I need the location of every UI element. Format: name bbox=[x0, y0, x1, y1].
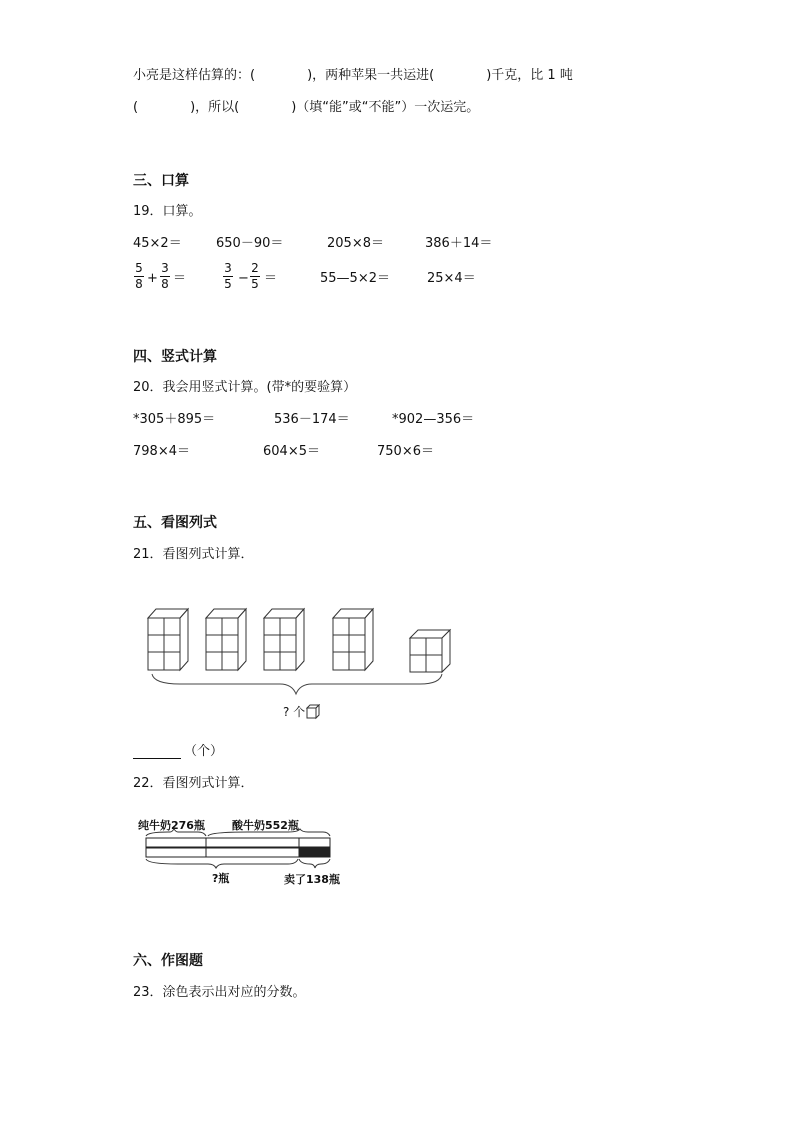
cube-stack-2 bbox=[206, 609, 246, 670]
cube-stack-5 bbox=[410, 630, 450, 672]
q20-item-3: *902—356＝ bbox=[392, 412, 475, 427]
fraction-5-8 bbox=[134, 262, 144, 291]
cube-stack-1 bbox=[148, 609, 188, 670]
denominator: 5 bbox=[224, 277, 232, 291]
q21-answer-blank[interactable] bbox=[133, 758, 181, 759]
q20-item-5: 604×5＝ bbox=[263, 444, 320, 459]
q20-item-2: 536－174＝ bbox=[274, 412, 350, 427]
q19-item-3: 205×8＝ bbox=[327, 236, 384, 251]
fraction-3-8 bbox=[160, 262, 170, 291]
cube-icon bbox=[306, 704, 320, 720]
section-5-heading: 五、看图列式 bbox=[133, 515, 217, 531]
q19-item-2: 650－90＝ bbox=[216, 236, 284, 251]
q21-question-label: ? 个 bbox=[283, 705, 306, 719]
q19-item-8: 25×4＝ bbox=[427, 271, 476, 286]
intro-line-2: ( )，所以( )（填“能”或“不能”）一次运完。 bbox=[133, 100, 480, 115]
numerator: 3 bbox=[224, 261, 232, 275]
denominator: 8 bbox=[135, 277, 143, 291]
minus-sign: − bbox=[238, 271, 249, 286]
q22-bar-diagram bbox=[138, 812, 352, 892]
q21-title: 21．看图列式计算． bbox=[133, 547, 254, 562]
q23-title: 23．涂色表示出对应的分数。 bbox=[133, 985, 306, 1000]
label-sold: 卖了138瓶 bbox=[284, 873, 340, 886]
cube-stack-4 bbox=[333, 609, 373, 670]
q20-item-1: *305＋895＝ bbox=[133, 412, 216, 427]
section-6-heading: 六、作图题 bbox=[133, 953, 203, 969]
q22-title: 22．看图列式计算． bbox=[133, 776, 254, 791]
cube-stack-3 bbox=[264, 609, 304, 670]
section-4-heading: 四、竖式计算 bbox=[133, 349, 217, 365]
q21-brace bbox=[152, 674, 442, 694]
numerator: 3 bbox=[161, 261, 169, 275]
numerator: 5 bbox=[135, 261, 143, 275]
intro-line-1: 小亮是这样估算的：( )，两种苹果一共运进( )千克，比 1 吨 bbox=[133, 68, 573, 83]
q20-item-6: 750×6＝ bbox=[377, 444, 434, 459]
fraction-3-5 bbox=[223, 262, 233, 291]
denominator: 8 bbox=[161, 277, 169, 291]
sold-segment bbox=[299, 848, 330, 857]
q19-item-4: 386＋14＝ bbox=[425, 236, 493, 251]
q21-answer-unit: （个） bbox=[184, 744, 224, 759]
label-question: ?瓶 bbox=[212, 872, 230, 885]
q19-item-7: 55—5×2＝ bbox=[320, 271, 390, 286]
q20-item-4: 798×4＝ bbox=[133, 444, 190, 459]
fraction-2-5 bbox=[250, 262, 260, 291]
equals-sign: ＝ bbox=[264, 271, 278, 286]
section-3-heading: 三、口算 bbox=[133, 173, 189, 189]
denominator: 5 bbox=[251, 277, 259, 291]
q19-item-1: 45×2＝ bbox=[133, 236, 182, 251]
plus-sign: + bbox=[147, 271, 158, 286]
equals-sign: ＝ bbox=[173, 271, 187, 286]
numerator: 2 bbox=[251, 261, 259, 275]
q19-title: 19．口算。 bbox=[133, 204, 202, 219]
label-yogurt: 酸牛奶552瓶 bbox=[232, 819, 299, 832]
label-pure-milk: 纯牛奶276瓶 bbox=[138, 819, 205, 832]
q20-title: 20．我会用竖式计算。(带*的要验算） bbox=[133, 380, 357, 395]
